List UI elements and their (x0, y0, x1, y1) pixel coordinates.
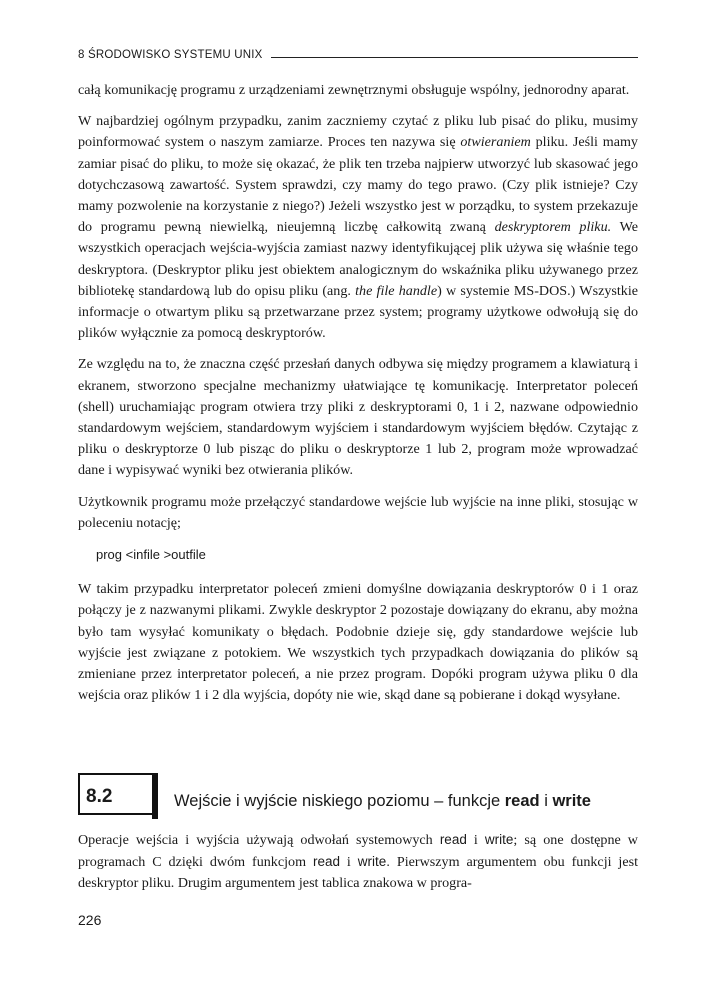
section-title-function: read (504, 792, 540, 810)
paragraph: całą komunikację programu z urządzeniami zewnętrznymi obsługuje wspólny, jednorodny aparat. (78, 82, 630, 98)
paragraph-text: i (339, 854, 358, 871)
section-number-bar (152, 773, 158, 819)
emphasis-term: otwieraniem (460, 134, 531, 151)
function-name: read (439, 832, 467, 847)
paragraph (78, 829, 638, 895)
paragraph-text: ) w systemie MS-DOS.) Wszystkie informacje o otwartym pliku są przetwarzane przez system; programy użytkowe odwołują się do plików wyłącznie za pomocą deskryptorów. (78, 282, 638, 342)
paragraph-text: Pierwszym argumentem obu funkcji jest deskryptor pliku. Drugim argumentem jest tablica znakowa w progra- (78, 854, 639, 892)
running-head (78, 43, 638, 61)
running-head-text: 8 ŚRODOWISKO SYSTEMU UNIX (78, 49, 263, 61)
command-example: prog <infile >outfile (96, 547, 206, 563)
paragraph-text: Operacje wejścia i wyjścia używają odwołań systemowych (78, 832, 440, 848)
emphasis-term: the file handle (355, 282, 438, 299)
running-head-rule (271, 57, 638, 58)
function-name: read (312, 854, 340, 870)
paragraph: W takim przypadku interpretator poleceń zmieni domyślne dowiązania deskryptorów 0 i 1 oraz połączy je z nazwanymi plikami. Zwykle deskryptor 2 pozostaje dowiązany do ekranu, aby można było tam wysyłać komunikaty o błędach. Podobnie dzieje się, gdy standardowe wejście lub wyjście jest związane z potokiem. We wszystkich tych przypadkach dowiązania do plików są zmieniane przez interpretator poleceń, a nie przez program. Dopóki program używa pliku 0 dla wejścia oraz plików 1 i 2 dla wyjścia, dopóty nie wie, skąd dane są pobierane i dokąd wysyłane. (78, 581, 638, 704)
section-heading (78, 773, 638, 821)
paragraph (78, 111, 638, 344)
body-text (78, 80, 638, 716)
paragraph: Użytkownik programu może przełączyć standardowe wejście lub wyjście na inne pliki, stosując w poleceniu notację; (78, 493, 638, 531)
paragraph-text: W najbardziej ogólnym przypadku, zanim zaczniemy czytać z pliku lub pisać do pliku, musimy poinformować system o naszym zamiarze. Proces ten nazywa się (78, 113, 638, 151)
function-name: write (484, 832, 514, 847)
paragraph-text: ; są one dostępne w programach C dzięki dwóm funkcjom (78, 832, 638, 871)
paragraph-text: We wszystkich operacjach wejścia-wyjścia zamiast nazwy identyfikującej plik używa się właśnie tego deskryptora. (Deskryptor pliku jest obiektem analogicznym do wskaźnika pliku używanego przez bibliotekę standardową lub do opisu pliku (ang. (78, 219, 638, 299)
section-number: 8.2 (86, 786, 113, 807)
section-body-text (78, 829, 638, 895)
section-title-function: write (552, 792, 591, 810)
section-title-text: Wejście i wyjście niskiego poziomu – funkcje (174, 792, 505, 810)
paragraph: Ze względu na to, że znaczna część przesłań danych odbywa się między programem a klawiaturą i ekranem, stworzono specjalne mechanizmy ułatwiające tę komunikację. Interpretator poleceń (shell) uruchamiając program otwiera trzy pliki z deskryptorami 0, 1 i 2, nazwane odpowiednio standardowym wejściem, standardowym wyjściem i standardowym wyjściem błędów. Czytając z pliku o deskryptorze 0 lub pisząc do pliku o deskryptorze 1 lub 2, program może wprowadzać dane i wypisywać wyniki bez otwierania plików. (78, 356, 638, 479)
section-title (174, 792, 591, 811)
function-name: write. (357, 854, 390, 870)
section-title-text: i (539, 792, 553, 810)
paragraph-text: i (466, 832, 485, 848)
paragraph-text: pliku. Jeśli mamy zamiar pisać do pliku, to może się okazać, że plik ten trzeba najpierw utworzyć lub skasować jego dotychczasową zawartość. System sprawdzi, czy mamy do tego prawo. (Czy plik istnieje? Czy mamy pozwolenie na korzystanie z niego?) Jeżeli wszystko jest w porządku, to system przekazuje do programu pewną niewielką, nieujemną liczbę całkowitą zwaną (78, 134, 638, 236)
emphasis-term: deskryptorem pliku. (494, 219, 612, 236)
page-number: 226 (78, 912, 102, 928)
